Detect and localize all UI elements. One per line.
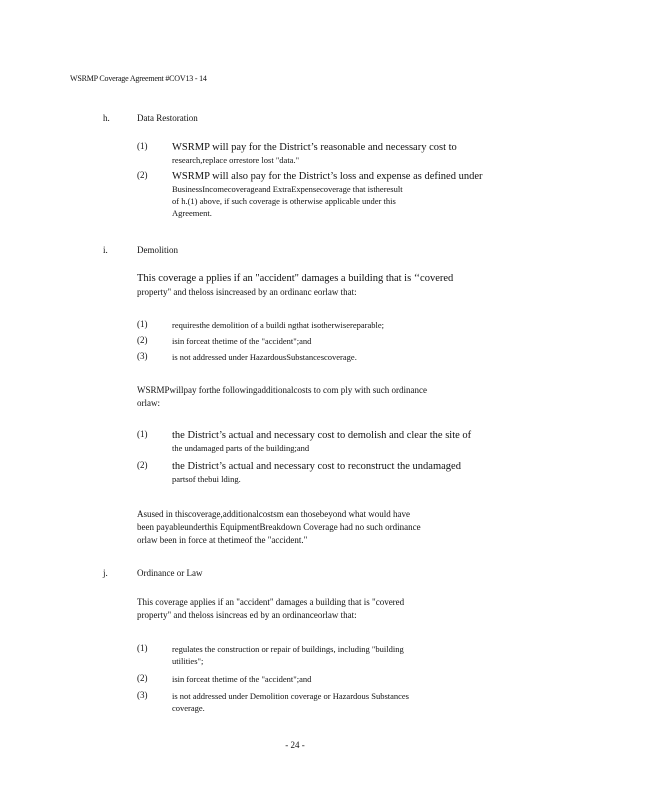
- paragraph-line: This coverage a pplies if an "accident" damages a building that is ‘‘covered: [137, 273, 454, 284]
- section-j-paragraph-1: [137, 596, 502, 622]
- section-i-label: i.: [103, 245, 108, 255]
- item-line: research,replace orrestore lost "data.": [172, 155, 300, 165]
- item-number: (2): [137, 170, 148, 180]
- section-j-label: j.: [103, 568, 108, 578]
- paragraph-line: property" and theloss isincreased by an ordinanc eorlaw that:: [137, 287, 357, 297]
- paragraph-line: orlaw been in force at thetimeof the "accident.": [137, 535, 308, 545]
- item-line: is not addressed under Demolition coverage or Hazardous Substances: [172, 691, 409, 701]
- paragraph-line: This coverage applies if an "accident" damages a building that is "covered: [137, 597, 405, 607]
- item-number: (2): [137, 335, 148, 345]
- section-i-paragraph-3: [137, 508, 502, 547]
- paragraph-line: WSRMPwillpay forthe followingadditionalcosts to com ply with such ordinance: [137, 385, 427, 395]
- page-number: - 24 -: [285, 740, 305, 750]
- section-i-paragraph-2: [137, 384, 502, 410]
- item-line: the District’s actual and necessary cost to reconstruct the undamaged: [172, 461, 461, 472]
- item-line: regulates the construction or repair of buildings, including "building: [172, 644, 404, 654]
- item-number: (1): [137, 643, 148, 653]
- item-line: BusinessIncomecoverageand ExtraExpensecoverage that istheresult: [172, 184, 403, 194]
- item-line: the District’s actual and necessary cost to demolish and clear the site of: [172, 430, 472, 441]
- item-number: (2): [137, 673, 148, 683]
- paragraph-line: property" and theloss isincreas ed by an ordinanceorlaw that:: [137, 610, 357, 620]
- item-number: (1): [137, 429, 148, 439]
- item-line: of h.(1) above, if such coverage is otherwise applicable under this: [172, 196, 396, 206]
- item-number: (3): [137, 351, 148, 361]
- section-i-paragraph-1: [137, 272, 517, 299]
- paragraph-line: orlaw:: [137, 398, 160, 408]
- item-number: (3): [137, 690, 148, 700]
- item-line: the undamaged parts of the building;and: [172, 443, 310, 453]
- item-line: isin forceat thetime of the "accident";and: [172, 674, 312, 684]
- section-h-title: Data Restoration: [137, 113, 198, 123]
- item-line: utilities";: [172, 656, 204, 666]
- item-line: Agreement.: [172, 208, 212, 218]
- section-i-title: Demolition: [137, 245, 178, 255]
- item-number: (1): [137, 141, 148, 151]
- item-line: partsof thebui lding.: [172, 474, 241, 484]
- page-header: WSRMP Coverage Agreement #COV13 - 14: [70, 74, 207, 83]
- item-line: requiresthe demolition of a buildi ngthat isotherwisereparable;: [172, 320, 384, 330]
- item-line: WSRMP will pay for the District’s reasonable and necessary cost to: [172, 142, 457, 153]
- item-line: WSRMP will also pay for the District’s loss and expense as defined under: [172, 171, 483, 182]
- paragraph-line: been payableunderthis EquipmentBreakdown Coverage had no such ordinance: [137, 522, 421, 532]
- item-number: (1): [137, 319, 148, 329]
- item-line: is not addressed under HazardousSubstancescoverage.: [172, 352, 357, 362]
- section-j-title: Ordinance or Law: [137, 568, 203, 578]
- section-h-label: h.: [103, 113, 110, 123]
- item-line: isin forceat thetime of the "accident";and: [172, 336, 312, 346]
- item-line: coverage.: [172, 703, 205, 713]
- item-number: (2): [137, 460, 148, 470]
- paragraph-line: Asused in thiscoverage,additionalcostsm ean thosebeyond what would have: [137, 509, 410, 519]
